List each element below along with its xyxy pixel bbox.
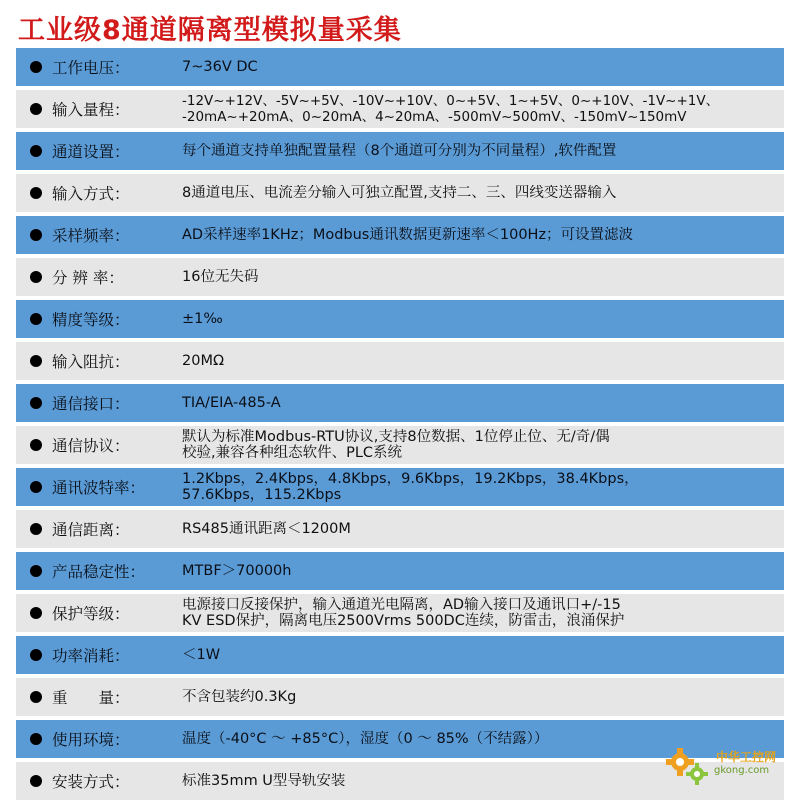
spec-row-working-voltage bbox=[16, 48, 784, 86]
value-line: 标准35mm U型导轨安装 bbox=[182, 773, 346, 789]
row-label bbox=[16, 308, 182, 330]
spec-row-stability bbox=[16, 552, 784, 590]
row-label bbox=[16, 602, 182, 624]
row-label-text: 输入阻抗： bbox=[52, 353, 130, 371]
value-line: ±1‰ bbox=[182, 311, 223, 327]
row-label-text: 分 辨 率： bbox=[52, 269, 124, 287]
row-label-text: 工作电压： bbox=[52, 59, 130, 77]
row-label-text: 通道设置： bbox=[52, 143, 130, 161]
row-label-text: 安装方式： bbox=[52, 773, 130, 791]
value-line: TIA/EIA-485-A bbox=[182, 395, 281, 411]
value-line: 20MΩ bbox=[182, 353, 225, 369]
bullet-icon bbox=[30, 271, 42, 283]
value-line: 不含包装约0.3Kg bbox=[182, 689, 297, 705]
spec-row-protection bbox=[16, 594, 784, 632]
row-value bbox=[182, 429, 784, 461]
bullet-icon bbox=[30, 565, 42, 577]
row-label bbox=[16, 182, 182, 204]
row-label bbox=[16, 56, 182, 78]
bullet-icon bbox=[30, 313, 42, 325]
bullet-icon bbox=[30, 733, 42, 745]
row-label bbox=[16, 266, 182, 288]
row-value bbox=[182, 93, 784, 125]
spec-row-channel-setting bbox=[16, 132, 784, 170]
bullet-icon bbox=[30, 187, 42, 199]
value-line: 校验,兼容各种组态软件、PLC系统 bbox=[182, 445, 403, 461]
row-label bbox=[16, 434, 182, 456]
spec-row-input-impedance bbox=[16, 342, 784, 380]
bullet-icon bbox=[30, 397, 42, 409]
spec-row-input-range bbox=[16, 90, 784, 128]
row-label-text: 通信距离： bbox=[52, 521, 130, 539]
spec-row-accuracy bbox=[16, 300, 784, 338]
spec-row-baud-rate bbox=[16, 468, 784, 506]
spec-table bbox=[16, 48, 784, 800]
row-value bbox=[182, 269, 784, 285]
spec-row-comm-distance bbox=[16, 510, 784, 548]
value-line: -12V~+12V、-5V~+5V、-10V~+10V、0~+5V、1~+5V、0~+10V、-1V~+1V、 bbox=[182, 93, 720, 109]
row-label bbox=[16, 392, 182, 414]
bullet-icon bbox=[30, 481, 42, 493]
spec-row-comm-interface bbox=[16, 384, 784, 422]
row-label bbox=[16, 644, 182, 666]
bullet-icon bbox=[30, 145, 42, 157]
spec-row-weight bbox=[16, 678, 784, 716]
bullet-icon bbox=[30, 775, 42, 787]
row-value bbox=[182, 59, 784, 75]
spec-row-comm-protocol bbox=[16, 426, 784, 464]
row-label bbox=[16, 770, 182, 792]
value-line: 16位无失码 bbox=[182, 269, 259, 285]
bullet-icon bbox=[30, 61, 42, 73]
gear-icon bbox=[664, 740, 714, 788]
value-line: 每个通道支持单独配置量程（8个通道可分别为不同量程）,软件配置 bbox=[182, 143, 617, 159]
row-label-text: 通信协议： bbox=[52, 437, 130, 455]
row-label bbox=[16, 98, 182, 120]
value-line: KV ESD保护，隔离电压2500Vrms 500DC连续，防雷击，浪涌保护 bbox=[182, 613, 625, 629]
bullet-icon bbox=[30, 103, 42, 115]
page-title: 工业级8通道隔离型模拟量采集 bbox=[18, 15, 402, 46]
row-label-text: 输入量程： bbox=[52, 101, 130, 119]
bullet-icon bbox=[30, 355, 42, 367]
row-label bbox=[16, 476, 182, 498]
row-value bbox=[182, 395, 784, 411]
row-label bbox=[16, 518, 182, 540]
watermark-url: gkong.com bbox=[714, 765, 770, 776]
row-label bbox=[16, 560, 182, 582]
row-value bbox=[182, 143, 784, 159]
row-label-text: 产品稳定性： bbox=[52, 563, 146, 581]
row-value bbox=[182, 353, 784, 369]
row-value bbox=[182, 521, 784, 537]
bullet-icon bbox=[30, 691, 42, 703]
row-label-text: 通讯波特率： bbox=[52, 479, 146, 497]
bullet-icon bbox=[30, 229, 42, 241]
row-label bbox=[16, 224, 182, 246]
row-label-text: 精度等级： bbox=[52, 311, 130, 329]
row-value bbox=[182, 563, 784, 579]
row-value bbox=[182, 185, 784, 201]
row-label-text: 使用环境： bbox=[52, 731, 130, 749]
bullet-icon bbox=[30, 649, 42, 661]
bullet-icon bbox=[30, 523, 42, 535]
row-label-text: 采样频率： bbox=[52, 227, 130, 245]
value-line: 8通道电压、电流差分输入可独立配置,支持二、三、四线变送器输入 bbox=[182, 185, 617, 201]
value-line: -20mA~+20mA、0~20mA、4~20mA、-500mV~500mV、-150mV~150mV bbox=[182, 109, 687, 125]
value-line: MTBF＞70000h bbox=[182, 563, 292, 579]
spec-row-input-mode bbox=[16, 174, 784, 212]
value-line: 1.2Kbps，2.4Kbps，4.8Kbps，9.6Kbps，19.2Kbps，38.4Kbps， bbox=[182, 471, 639, 487]
watermark-name: 中华工控网 bbox=[716, 750, 777, 764]
bullet-icon bbox=[30, 607, 42, 619]
row-label bbox=[16, 728, 182, 750]
value-line: 温度（-40°C ～ +85°C），湿度（0 ～ 85%（不结露）） bbox=[182, 731, 549, 747]
value-line: AD采样速率1KHz；Modbus通讯数据更新速率＜100Hz；可设置滤波 bbox=[182, 227, 634, 243]
row-label-text: 重 量： bbox=[52, 689, 130, 707]
bullet-icon bbox=[30, 439, 42, 451]
value-line: 57.6Kbps，115.2Kbps bbox=[182, 487, 342, 503]
value-line: RS485通讯距离＜1200M bbox=[182, 521, 351, 537]
spec-row-power-consumption bbox=[16, 636, 784, 674]
value-line: 电源接口反接保护，输入通道光电隔离，AD输入接口及通讯口+/-15 bbox=[182, 597, 621, 613]
watermark-logo bbox=[664, 740, 786, 790]
row-value bbox=[182, 597, 784, 629]
spec-row-resolution bbox=[16, 258, 784, 296]
row-label-text: 输入方式： bbox=[52, 185, 130, 203]
row-value bbox=[182, 647, 784, 663]
row-value bbox=[182, 311, 784, 327]
row-label bbox=[16, 686, 182, 708]
row-value bbox=[182, 689, 784, 705]
row-label-text: 保护等级： bbox=[52, 605, 130, 623]
row-value bbox=[182, 471, 784, 503]
row-value bbox=[182, 227, 784, 243]
row-label-text: 功率消耗： bbox=[52, 647, 130, 665]
value-line: 默认为标准Modbus-RTU协议,支持8位数据、1位停止位、无/奇/偶 bbox=[182, 429, 610, 445]
value-line: ＜1W bbox=[182, 647, 221, 663]
row-label bbox=[16, 350, 182, 372]
value-line: 7~36V DC bbox=[182, 59, 258, 75]
row-label bbox=[16, 140, 182, 162]
row-label-text: 通信接口： bbox=[52, 395, 130, 413]
spec-row-sampling-rate bbox=[16, 216, 784, 254]
